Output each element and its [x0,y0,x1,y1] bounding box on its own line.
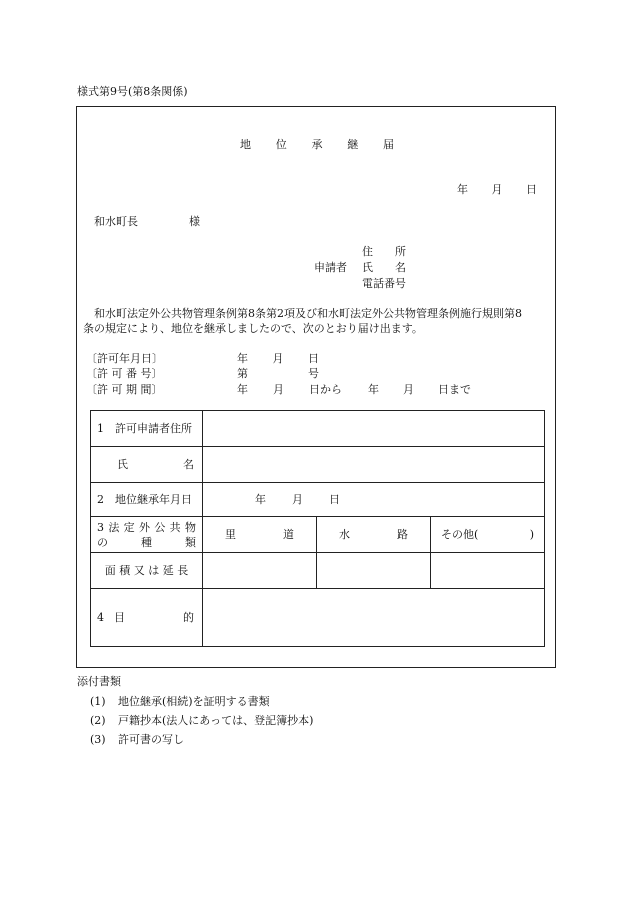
succession-date-cell-label: 2 地位継承年月日 [91,483,203,517]
permit-period-label: 〔許 可 期 間〕 [86,383,163,396]
attachment-text: 許可書の写し [118,733,184,746]
submission-date [457,184,537,195]
table-row [91,553,545,589]
applicant-address-cell-label: 1 許可申請者住所 [91,411,203,447]
attachments-heading: 添付書類 [77,675,121,688]
area-suiro-cell[interactable] [317,553,431,589]
title-char: 位 [275,138,287,151]
applicant-name-label: 氏 名 [362,261,406,274]
body-text-line-1: 和水町法定外公共物管理条例第8条第2項及び和水町法定外公共物管理条例施行規則第8 [94,307,522,320]
applicant-address-cell[interactable] [203,411,545,447]
title-char: 地 [240,138,251,151]
area-length-cell-label: 面 積 又 は 延 長 [91,553,203,589]
body-text-line-2: 条の規定により、地位を継承しましたので、次のとおり届け出ます。 [83,322,423,335]
category-satodo-cell[interactable]: 里 道 [203,517,317,553]
permit-number-value: 第 号 [237,367,319,380]
applicant-label: 申請者 [314,261,347,274]
permit-period-year-to: 年 [368,383,379,396]
attachment-num: (3) [90,733,106,746]
applicant-address-label: 住 所 [362,245,406,258]
attachment-num: (1) [90,695,106,708]
date-year: 年 [457,183,468,196]
succession-date-cell[interactable]: 年 月 日 [203,483,545,517]
applicant-name-cell-label: 氏 名 [91,447,203,483]
applicant-name-cell[interactable] [203,447,545,483]
addressee-honorific: 様 [189,215,200,228]
attachment-text: 戸籍抄本(法人にあっては、登記簿抄本) [118,714,314,727]
permit-period-year-from: 年 [237,383,248,396]
table-row [91,411,545,447]
title-char: 承 [311,138,323,151]
permit-period-day-to: 日まで [438,383,471,396]
form-number: 様式第9号(第8条関係) [77,85,188,98]
title-char: 届 [383,138,394,151]
attachment-num: (2) [90,714,106,727]
details-table [90,410,545,647]
form-title [240,139,394,150]
purpose-cell-label: 4 目 的 [91,589,203,647]
attachment-text: 地位継承(相続)を証明する書類 [118,695,270,708]
area-other-cell[interactable] [431,553,545,589]
title-char: 継 [347,138,359,151]
applicant-phone-label: 電話番号 [362,277,406,290]
table-row [91,447,545,483]
category-other-cell[interactable]: その他( ) [431,517,545,553]
permit-number-label: 〔許 可 番 号〕 [86,367,163,380]
permit-period-month-to: 月 [403,383,414,396]
table-row [91,483,545,517]
permit-date-value: 年 月 日 [237,352,319,365]
table-row [91,517,545,553]
addressee-name: 和水町長 [94,215,138,228]
permit-period-day-from: 日から [309,383,342,396]
category-suiro-cell[interactable]: 水 路 [317,517,431,553]
date-month: 月 [491,183,503,196]
property-type-cell-label: 3 法 定 外 公 共 物 の 種 類 [91,517,203,553]
permit-date-label: 〔許可年月日〕 [86,352,163,365]
permit-period-month-from: 月 [273,383,284,396]
purpose-cell[interactable] [203,589,545,647]
area-satodo-cell[interactable] [203,553,317,589]
date-day: 日 [526,183,537,196]
table-row [91,589,545,647]
